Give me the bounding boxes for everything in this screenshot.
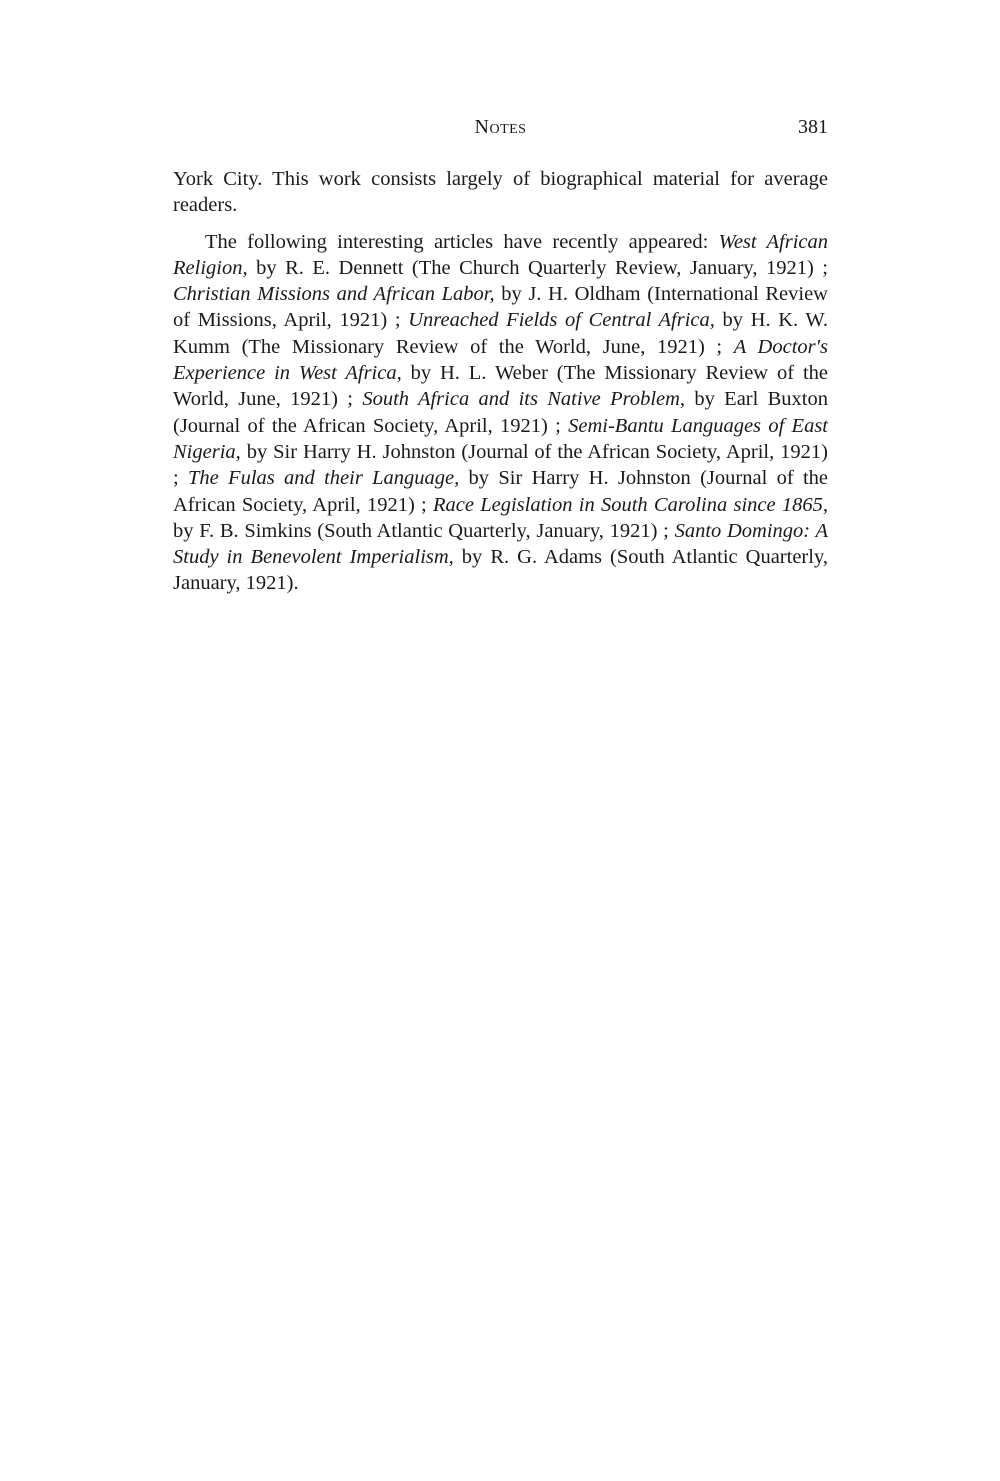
article-title: Unreached Fields of Central Africa, xyxy=(408,309,715,332)
article-text: by Sir Harry H. Johnston (Journal of the African Society, April, 1921) ; xyxy=(173,440,828,490)
article-text: The following interesting articles have recently appeared: xyxy=(205,230,719,253)
paragraph-continuation: York City. This work consists largely of biographical material for average readers. xyxy=(173,168,828,217)
body-text xyxy=(173,166,828,597)
article-title: A Doctor's Experience in West Africa, xyxy=(173,335,828,385)
article-title: Race Legislation in South Carolina since 1865, xyxy=(433,493,828,516)
article-text: by R. G. Adams (South Atlantic Quarterly, January, 1921). xyxy=(173,546,828,595)
article-text: by F. B. Simkins (South Atlantic Quarterly, January, 1921) ; xyxy=(173,519,675,542)
article-title: West African Religion, xyxy=(173,230,828,279)
article-text: by J. H. Oldham (International Review of Missions, April, 1921) ; xyxy=(173,283,828,332)
page-number: 381 xyxy=(798,116,828,138)
paragraph-articles xyxy=(173,229,828,597)
article-title: The Fulas and their Language, xyxy=(188,467,460,490)
article-title: Christian Missions and African Labor, xyxy=(173,283,495,306)
running-head xyxy=(173,116,828,144)
article-text: by Earl Buxton (Journal of the African Society, April, 1921) ; xyxy=(173,388,828,437)
article-text: by H. L. Weber (The Missionary Review of the World, June, 1921) ; xyxy=(173,362,828,411)
article-title: Semi-Bantu Languages of East Nigeria, xyxy=(173,414,828,463)
article-text: by Sir Harry H. Johnston (Journal of the African Society, April, 1921) ; xyxy=(173,467,829,516)
article-text: by H. K. W. Kumm (The Missionary Review of the World, June, 1921) ; xyxy=(173,309,829,358)
article-title: Santo Domingo: A Study in Benevolent Imperialism, xyxy=(173,519,828,569)
running-title: Notes xyxy=(474,116,527,138)
article-text: by R. E. Dennett (The Church Quarterly Review, January, 1921) ; xyxy=(247,256,828,279)
article-title: South Africa and its Native Problem, xyxy=(362,388,686,411)
